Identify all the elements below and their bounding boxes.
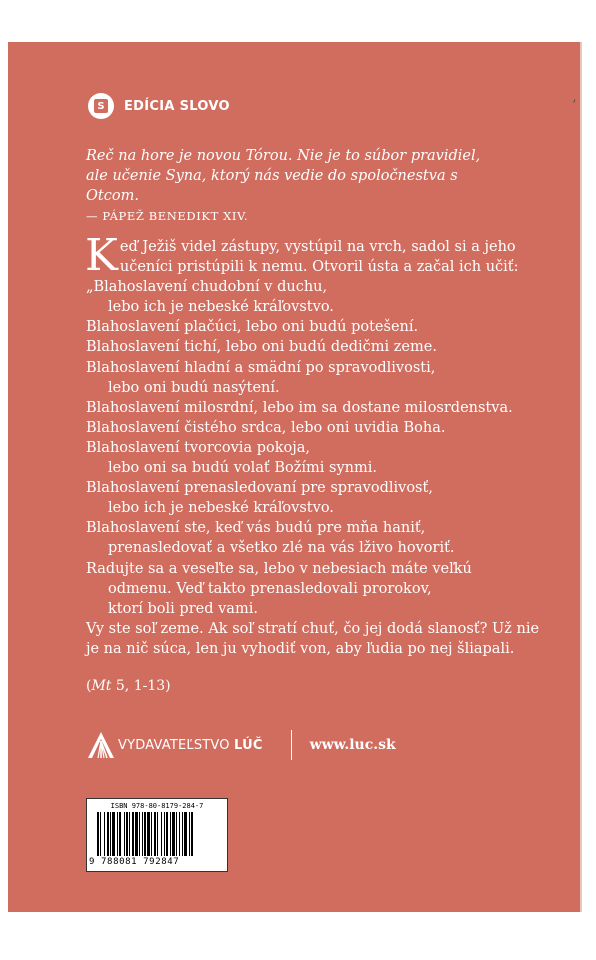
text-line: je na nič súca, len ju vyhodiť von, aby ľudia po nej šliapali. bbox=[86, 640, 515, 657]
barcode-bar bbox=[110, 812, 111, 856]
barcode-bar bbox=[129, 812, 130, 856]
series-header bbox=[88, 93, 230, 119]
text-line: učeníci pristúpili k nemu. Otvoril ústa a začal ich učiť: bbox=[119, 259, 519, 276]
text-line: prenasledovať a všetko zlé na vás lživo hovoriť. bbox=[108, 540, 455, 557]
barcode-bar bbox=[151, 812, 152, 856]
barcode-bar bbox=[191, 812, 193, 856]
text-line: odmenu. Veď takto prenasledovali prorokov, bbox=[108, 580, 432, 597]
barcode-bar bbox=[166, 812, 168, 856]
barcode-bar bbox=[124, 812, 125, 856]
series-badge-letter: S bbox=[94, 99, 108, 113]
isbn-text: ISBN 978-80-8179-284-7 bbox=[110, 802, 204, 810]
barcode-bar bbox=[112, 812, 115, 856]
text-line: lebo ich je nebeské kráľovstvo. bbox=[108, 299, 334, 316]
barcode-bar bbox=[170, 812, 171, 856]
barcode-bar bbox=[189, 812, 190, 856]
barcode-bar bbox=[154, 812, 156, 856]
quote-line: ale učenie Syna, ktorý nás vedie do spoločnestva s Otcom. bbox=[86, 168, 458, 204]
divider bbox=[291, 730, 292, 760]
epigraph-quote bbox=[86, 146, 506, 226]
barcode-bar bbox=[161, 812, 162, 856]
text-line: Blahoslavení čistého srdca, lebo oni uvidia Boha. bbox=[86, 419, 446, 436]
scripture-text bbox=[85, 230, 540, 659]
text-line: Blahoslavení plačúci, lebo oni budú potešení. bbox=[86, 319, 419, 336]
barcode-bar bbox=[104, 812, 105, 856]
quote-author: — PÁPEŽ BENEDIKT XIV. bbox=[86, 209, 249, 223]
barcode-bar bbox=[172, 812, 175, 856]
publisher-website: www.luc.sk bbox=[309, 737, 396, 753]
barcode-bar bbox=[119, 812, 121, 856]
reference-verses: 5, 1-13 bbox=[111, 678, 166, 694]
barcode-bar bbox=[100, 812, 101, 856]
text-line: Blahoslavení tvorcovia pokoja, bbox=[86, 439, 310, 456]
text-line: „Blahoslavení chudobní v duchu, bbox=[86, 279, 328, 296]
scripture-reference: (Mt 5, 1-13) bbox=[86, 678, 171, 694]
book-icon bbox=[88, 93, 114, 119]
barcode-bar bbox=[126, 812, 128, 856]
barcode-bar bbox=[135, 812, 138, 856]
barcode-bar bbox=[164, 812, 165, 856]
text-line: Vy ste soľ zeme. Ak soľ stratí chuť, čo jej dodá slanosť? Už nie bbox=[86, 620, 540, 637]
stray-mark: ’ bbox=[572, 98, 577, 114]
barcode-bar bbox=[139, 812, 140, 856]
text-line: eď Ježiš videl zástupy, vystúpil na vrch, sadol si a jeho bbox=[119, 239, 516, 255]
ean-number: 9 788081 792847 bbox=[89, 857, 180, 867]
text-line: lebo oni budú nasýtení. bbox=[108, 379, 280, 396]
text-line: Blahoslavení ste, keď vás budú pre mňa haniť, bbox=[86, 520, 426, 537]
drop-cap: K bbox=[85, 230, 118, 281]
publisher-name: VYDAVATEĽSTVO LÚČ bbox=[118, 737, 263, 753]
text-line: Radujte sa a veseľte sa, lebo v nebesiach máte veľkú bbox=[86, 560, 472, 577]
barcode-bar bbox=[176, 812, 177, 856]
publisher-info bbox=[86, 730, 396, 760]
quote-line: Reč na hore je novou Tórou. Nie je to súbor pravidiel, bbox=[86, 148, 481, 164]
barcode-bar bbox=[147, 812, 150, 856]
text-line: lebo oni sa budú volať Božími synmi. bbox=[108, 460, 377, 477]
series-label: EDÍCIA SLOVO bbox=[124, 98, 230, 114]
barcode-bar bbox=[184, 812, 187, 856]
text-line: lebo ich je nebeské kráľovstvo. bbox=[108, 500, 334, 517]
barcode bbox=[86, 798, 228, 872]
text-line: Blahoslavení tichí, lebo oni budú dedičmi zeme. bbox=[86, 339, 437, 356]
barcode-bar bbox=[142, 812, 143, 856]
text-line: ktorí boli pred vami. bbox=[108, 600, 258, 617]
publisher-logo-icon bbox=[86, 731, 116, 759]
cover-edge bbox=[580, 42, 582, 912]
barcode-bar bbox=[144, 812, 146, 856]
text-line: Blahoslavení milosrdní, lebo im sa dostane milosrdenstva. bbox=[86, 399, 513, 416]
barcode-bar bbox=[107, 812, 109, 856]
barcode-bars bbox=[95, 812, 219, 856]
barcode-bar bbox=[182, 812, 183, 856]
barcode-bar bbox=[132, 812, 134, 856]
barcode-bar bbox=[97, 812, 99, 856]
text-lines bbox=[86, 277, 540, 659]
barcode-bar bbox=[179, 812, 180, 856]
text-line: Blahoslavení prenasledovaní pre spravodlivosť, bbox=[86, 480, 433, 497]
barcode-bar bbox=[157, 812, 158, 856]
reference-book: Mt bbox=[91, 678, 112, 694]
barcode-bar bbox=[117, 812, 118, 856]
text-line: Blahoslavení hladní a smädní po spravodlivosti, bbox=[86, 359, 436, 376]
